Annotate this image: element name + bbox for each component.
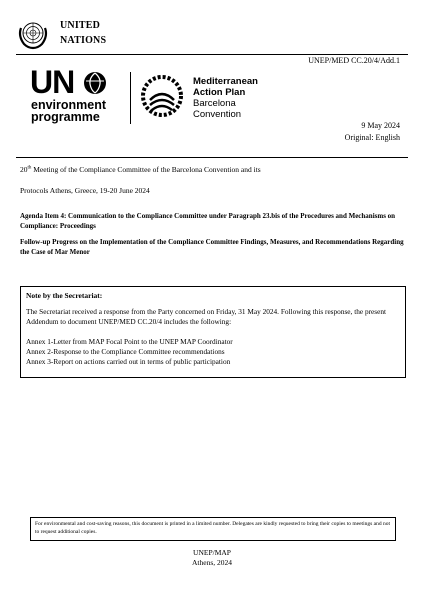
- agenda-item: Agenda Item 4: Communication to the Compliance Committee under Paragraph 23.bis of the Procedures and Mechanisms on Compliance: Proceedings: [20, 212, 396, 230]
- unep-globe-icon: [82, 70, 108, 96]
- logo-divider: [130, 72, 131, 124]
- map-line3: Barcelona: [193, 98, 236, 109]
- map-line2: Action Plan: [193, 87, 246, 98]
- section-rule: [16, 157, 408, 158]
- annex-item: Annex 3-Report on actions carried out in terms of public participation: [26, 357, 231, 366]
- meeting-ordinal-suffix: th: [27, 165, 32, 171]
- meeting-title-line2: Protocols Athens, Greece, 19-20 June 2024: [20, 186, 150, 195]
- footer-publisher: UNEP/MAP: [193, 548, 231, 557]
- unep-line1: environment: [31, 98, 107, 112]
- note-title: Note by the Secretariat:: [26, 291, 103, 300]
- unep-un-letters: UN: [30, 64, 75, 100]
- document-date: 9 May 2024: [361, 121, 400, 130]
- org-name: [60, 18, 106, 48]
- footer-place-year: Athens, 2024: [192, 558, 232, 567]
- meeting-title-rest: Meeting of the Compliance Committee of the Barcelona Convention and its: [31, 165, 261, 174]
- document-date-block: [345, 120, 400, 144]
- followup-title: Follow-up Progress on the Implementation of the Compliance Committee Findings, Measures, and Recommendations Regarding the Case of Mar Menor: [20, 238, 404, 256]
- map-barcelona-emblem-icon: [140, 74, 184, 122]
- document-symbol: UNEP/MED CC.20/4/Add.1: [308, 56, 400, 65]
- map-line1: Mediterranean: [193, 76, 258, 87]
- meeting-title-line1: [20, 165, 261, 174]
- unep-logo-text: [31, 99, 106, 123]
- unep-logo-un: [30, 66, 74, 98]
- org-name-line1: UNITED: [60, 20, 101, 31]
- printing-notice: For environmental and cost-saving reasons, this document is printed in a limited number. Delegates are kindly requested to bring their copies to meetings and not to request additional copies.: [30, 517, 396, 541]
- annex-item: Annex 2-Response to the Compliance Committee recommendations: [26, 347, 225, 356]
- note-paragraph: The Secretariat received a response from the Party concerned on Friday, 31 May 2024. Following this response, the present Addendum to document UNEP/MED CC.20/4 includes the following:: [26, 307, 387, 326]
- un-emblem-logo: [16, 16, 50, 50]
- map-logo-text: [193, 76, 258, 120]
- meeting-ordinal-number: 20: [20, 165, 28, 174]
- org-name-line2: NATIONS: [60, 35, 107, 46]
- annex-item: Annex 1-Letter from MAP Focal Point to the UNEP MAP Coordinator: [26, 337, 233, 346]
- original-language: Original: English: [344, 133, 400, 142]
- header-rule: [16, 54, 408, 55]
- map-line4: Convention: [193, 109, 242, 120]
- unep-line2: programme: [31, 110, 100, 124]
